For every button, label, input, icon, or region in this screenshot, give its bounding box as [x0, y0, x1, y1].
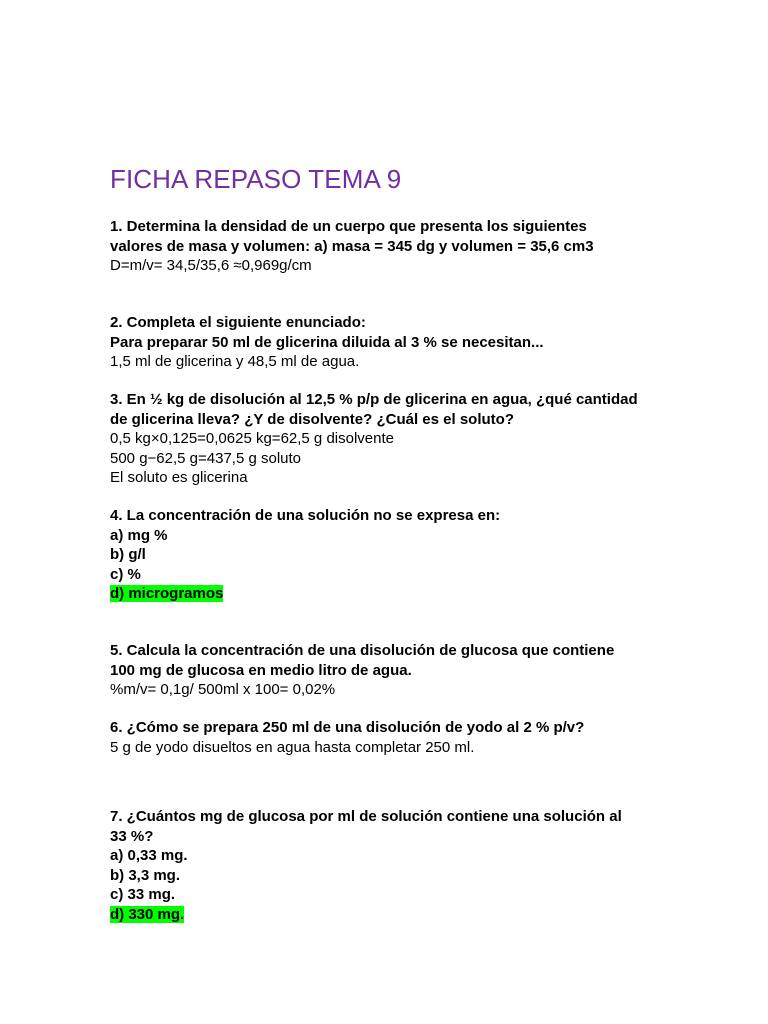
question-6-answer: 5 g de yodo disueltos en agua hasta completar 250 ml.: [110, 738, 475, 756]
question-5-answer: %m/v= 0,1g/ 500ml x 100= 0,02%: [110, 681, 336, 698]
question-3-prompt-line-1: 3. En ½ kg de disolución al 12,5 % p/p de glicerina en agua, ¿qué cantidad: [110, 391, 638, 408]
question-3-prompt-line-2: de glicerina lleva? ¿Y de disolvente? ¿Cuál es el soluto?: [110, 410, 514, 428]
question-2-prompt-line-1: 2. Completa el siguiente enunciado:: [110, 314, 366, 331]
question-3: [110, 390, 670, 488]
question-4-option-a: a) mg %: [110, 526, 168, 544]
question-2: [110, 313, 670, 372]
question-4-option-b: b) g/l: [110, 546, 146, 563]
question-7-option-d-highlighted: d) 330 mg.: [110, 905, 185, 923]
question-7-prompt-line-2: 33 %?: [110, 827, 154, 845]
question-6-prompt: 6. ¿Cómo se prepara 250 ml de una disolución de yodo al 2 % p/v?: [110, 719, 585, 736]
question-7-option-b: b) 3,3 mg.: [110, 866, 181, 884]
question-3-answer-line-3: El soluto es glicerina: [110, 469, 248, 486]
question-4-option-c: c) %: [110, 565, 141, 583]
question-1-answer: D=m/v= 34,5/35,6 ≈0,969g/cm: [110, 257, 312, 274]
question-7-option-a: a) 0,33 mg.: [110, 847, 188, 864]
question-7-prompt-line-1: 7. ¿Cuántos mg de glucosa por ml de solución contiene una solución al: [110, 808, 622, 825]
question-3-answer-line-1: 0,5 kg×0,125=0,0625 kg=62,5 g disolvente: [110, 430, 394, 447]
question-5-prompt-line-1: 5. Calcula la concentración de una disolución de glucosa que contiene: [110, 642, 615, 659]
question-3-answer-line-2: 500 g−62,5 g=437,5 g soluto: [110, 449, 302, 467]
question-4: [110, 506, 670, 604]
question-4-prompt: 4. La concentración de una solución no se expresa en:: [110, 507, 501, 524]
question-2-prompt-line-2: Para preparar 50 ml de glicerina diluida al 3 % se necesitan...: [110, 333, 544, 351]
question-5: [110, 641, 670, 700]
question-5-prompt-line-2: 100 mg de glucosa en medio litro de agua.: [110, 661, 412, 679]
question-1: [110, 217, 670, 276]
question-4-option-d-highlighted: d) microgramos: [110, 585, 224, 602]
question-1-prompt-line-2: valores de masa y volumen: a) masa = 345 dg y volumen = 35,6 cm3: [110, 237, 594, 255]
page-title: FICHA REPASO TEMA 9: [110, 164, 402, 194]
question-2-answer: 1,5 ml de glicerina y 48,5 ml de agua.: [110, 353, 360, 370]
question-7-option-c: c) 33 mg.: [110, 886, 176, 903]
question-7: [110, 807, 670, 924]
question-1-prompt-line-1: 1. Determina la densidad de un cuerpo que presenta los siguientes: [110, 218, 587, 235]
question-6: [110, 718, 670, 757]
